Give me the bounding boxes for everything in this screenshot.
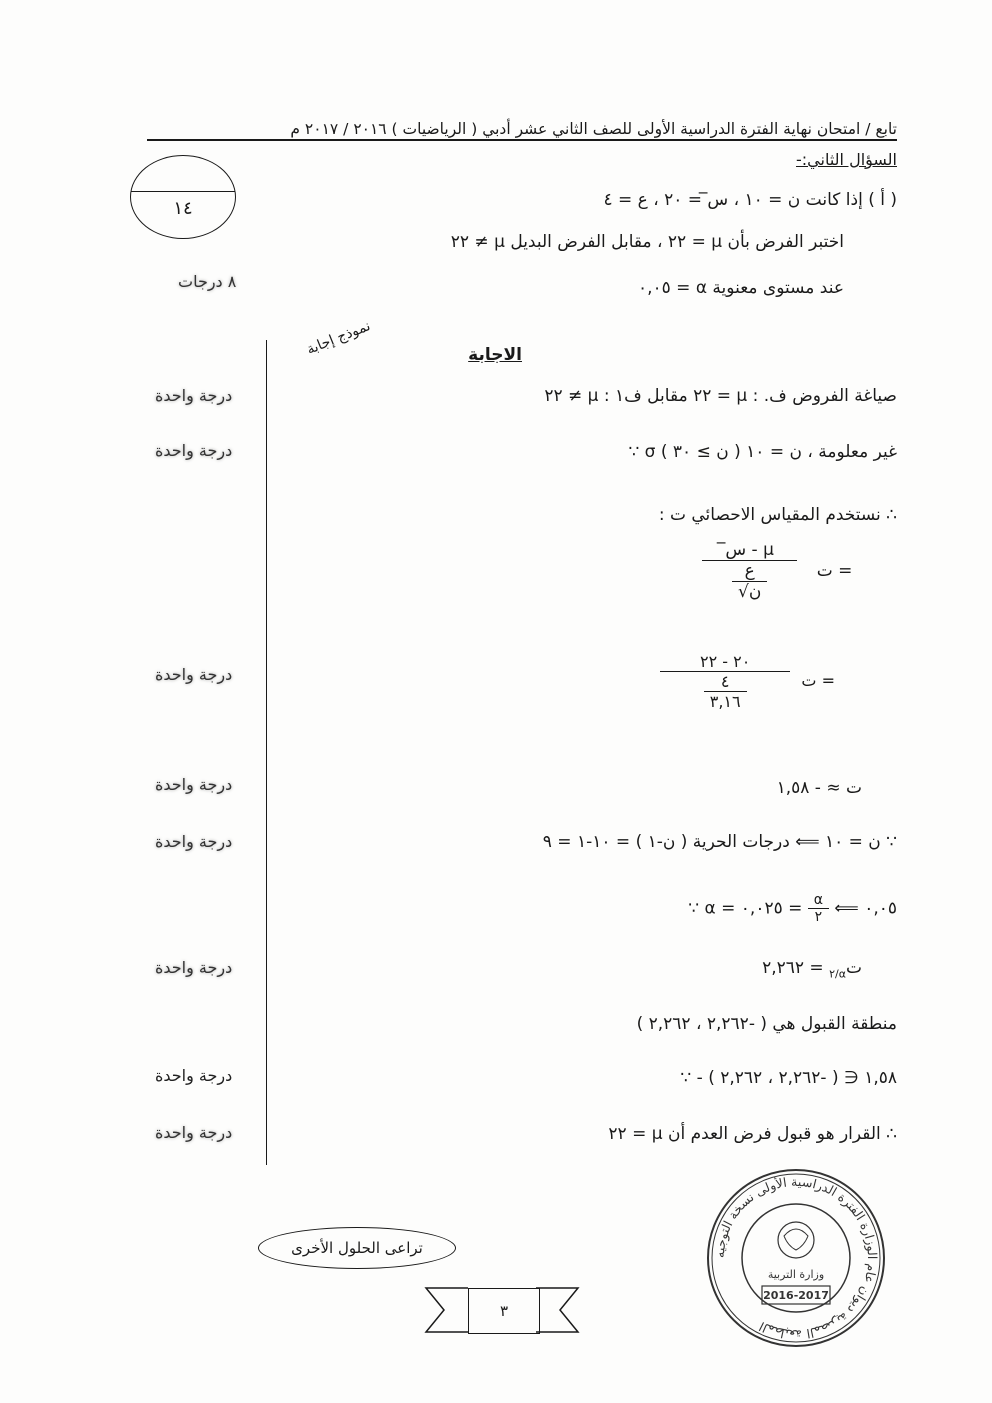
alpha-half-pre: ∵ α = ٠,٠٥ ⟸ xyxy=(688,898,897,919)
t-formula-sqrt-n: √ن xyxy=(732,581,767,602)
acceptance-region-line: منطقة القبول هي ( -٢,٢٦٢ ، ٢,٢٦٢ ) xyxy=(636,1014,897,1034)
use-statistic-line: ∴ نستخدم المقياس الاحصائي ت : xyxy=(658,505,897,525)
grade-3: درجة واحدة xyxy=(155,665,233,684)
grade-4: درجة واحدة xyxy=(155,775,233,794)
t-formula-fraction xyxy=(702,540,797,602)
grade-6: درجة واحدة xyxy=(155,958,233,977)
grade-8: درجة واحدة xyxy=(155,1123,233,1142)
t-formula-sigma: ع xyxy=(744,561,755,581)
belongs-line: ∵ - ١,٥٨ ∈ ( -٢,٢٦٢ ، ٢,٢٦٢ ) xyxy=(680,1068,897,1088)
stamp-outer-text: المطبعة المصرية ديوان عام الوزارة الفترة الدراسية الأولى نسخة التوجيه xyxy=(711,1173,881,1343)
alpha-half-denominator: ٢ xyxy=(808,908,829,925)
t-substitution-numerator: ٢٠ - ٢٢ xyxy=(700,652,751,671)
t-substitution-fraction xyxy=(660,652,790,711)
question-heading: السؤال الثاني:- xyxy=(796,150,897,169)
degrees-of-freedom-line: ∵ ن = ١٠ ⟸ درجات الحرية ( ن-١ ) = ١٠-١ = ٩ xyxy=(542,832,897,852)
alpha-half-line xyxy=(688,892,897,925)
ministry-stamp xyxy=(704,1166,888,1350)
grade-1: درجة واحدة xyxy=(155,386,233,405)
alpha-half-fraction xyxy=(808,892,829,925)
alpha-half-numerator: α xyxy=(813,892,824,908)
margin-divider xyxy=(266,340,267,1165)
t-result-line: ت ≈ - ١,٥٨ xyxy=(776,778,862,798)
grade-5: درجة واحدة xyxy=(155,832,233,851)
other-solutions-note: تراعى الحلول الأخرى xyxy=(258,1227,456,1269)
t-substitution-s: ٤ xyxy=(720,672,730,691)
t-substitution xyxy=(660,652,835,711)
problem-line-2: اختبر الفرض بأن μ = ٢٢ ، مقابل الفرض البديل μ ≠ ٢٢ xyxy=(450,232,844,252)
exam-title: تابع / امتحان نهاية الفترة الدراسية الأولى للصف الثاني عشر أدبي ( الرياضيات ) ٢٠١٦ / ٢٠١٧ م xyxy=(147,120,897,141)
t-critical-line xyxy=(762,958,862,980)
problem-points: ٨ درجات xyxy=(178,272,237,291)
t-formula-numerator: س̅ - μ xyxy=(725,540,774,560)
grade-2: درجة واحدة xyxy=(155,441,233,460)
score-value: ١٤ xyxy=(173,198,193,219)
t-substitution-sqrt-n: ٣,١٦ xyxy=(704,691,747,711)
t-critical-value: = ٢,٢٦٢ xyxy=(762,958,824,978)
hypotheses-line: صياغة الفروض ف. : μ = ٢٢ مقابل ف١ : μ ≠ ٢٢ xyxy=(544,386,897,406)
stamp-year: 2016-2017 xyxy=(763,1289,829,1302)
t-critical-subscript: α/٢ xyxy=(829,967,846,981)
t-formula xyxy=(702,540,852,602)
score-circle xyxy=(130,155,236,239)
answer-heading: الاجابة xyxy=(468,345,522,365)
sigma-unknown-line: ∵ σ غير معلومة ، ن = ١٠ ( ن ≥ ٣٠ ) xyxy=(628,442,897,462)
t-substitution-label: ت = xyxy=(801,671,835,690)
grade-7: درجة واحدة xyxy=(155,1066,233,1085)
model-answer-label: نموذج إجابة xyxy=(304,318,373,358)
problem-line-1: ( أ ) إذا كانت ن = ١٠ ، س̅ = ٢٠ ، ع = ٤ xyxy=(603,190,897,210)
t-formula-label: ت = xyxy=(816,561,853,581)
score-circle-divider xyxy=(131,191,235,192)
alpha-half-post: = ٠,٠٢٥ xyxy=(740,898,803,919)
decision-line: ∴ القرار هو قبول فرض العدم أن μ = ٢٢ xyxy=(608,1124,897,1144)
problem-line-3: عند مستوى معنوية α = ٠,٠٥ xyxy=(637,278,844,298)
page-number: ٣ xyxy=(468,1288,540,1334)
t-critical-label: ت xyxy=(845,958,862,978)
stamp-ministry: وزارة التربية xyxy=(767,1268,825,1281)
